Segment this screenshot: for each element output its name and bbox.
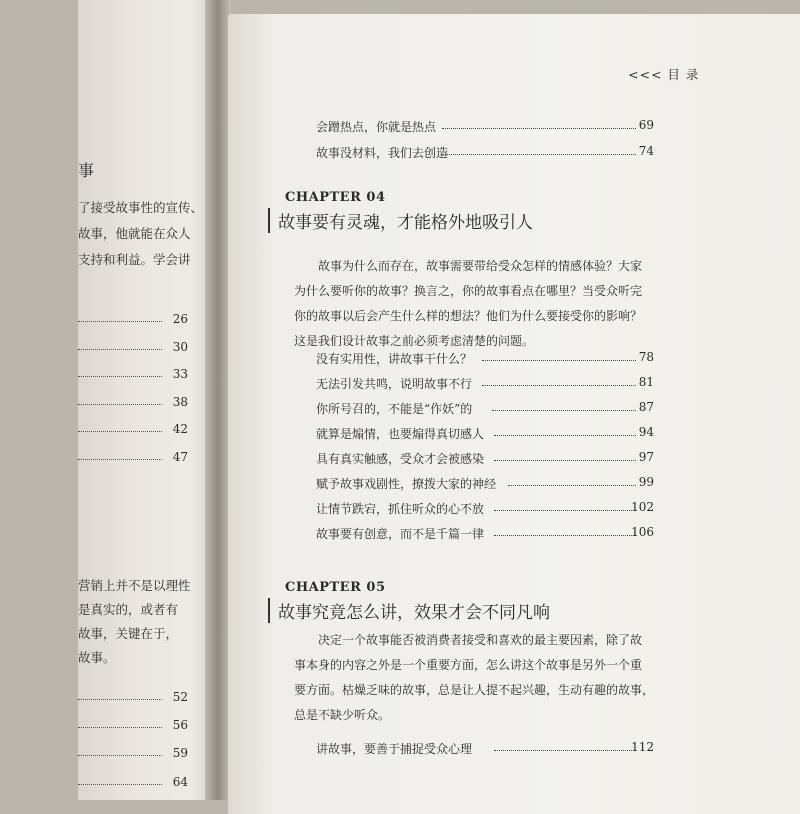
toc-entry-title: 你所号召的，不能是“作妖”的 (316, 402, 473, 416)
toc-entry[interactable] (316, 450, 654, 468)
left-toc-entry[interactable] (78, 775, 188, 791)
page-number: 52 (172, 690, 188, 704)
left-section-line: 是真实的，或者有 (78, 602, 179, 617)
page-number: 33 (172, 367, 188, 381)
left-toc-entry[interactable] (78, 422, 188, 438)
page-number: 42 (172, 422, 188, 436)
page-number: 47 (172, 450, 188, 464)
chapter-intro (294, 628, 654, 728)
page-number: 59 (172, 746, 188, 760)
leader-dots (482, 385, 636, 386)
intro-line: 故事为什么而存在，故事需要带给受众怎样的情感体验？大家 (318, 259, 643, 273)
leader-dots (492, 410, 636, 411)
leader-dots (494, 535, 636, 536)
page-number: 102 (631, 500, 654, 514)
page-number: 64 (172, 775, 188, 789)
left-toc-entry[interactable] (78, 367, 188, 383)
toc-entry-title: 无法引发共鸣，说明故事不行 (316, 377, 473, 391)
left-toc-entry[interactable] (78, 690, 188, 706)
leader-dots (494, 435, 636, 436)
toc-entry-title: 会蹭热点，你就是热点 (316, 120, 437, 134)
toc-entry[interactable] (316, 350, 654, 368)
leader-dots (494, 750, 636, 751)
page-number: 81 (638, 375, 654, 389)
toc-entry-title: 故事没材料，我们去创造 (316, 146, 449, 160)
toc-entry-title: 让情节跌宕，抓住听众的心不放 (316, 502, 485, 516)
toc-entry[interactable] (316, 118, 654, 136)
toc-entry-title: 就算是煽情，也要煽得真切感人 (316, 427, 485, 441)
left-toc-entry[interactable] (78, 746, 188, 762)
left-page-heading: 事 (78, 161, 95, 180)
leader-dots (494, 510, 636, 511)
toc-entry-title: 讲故事，要善于捕捉受众心理 (316, 742, 473, 756)
chapter-label: CHAPTER 05 (285, 580, 386, 595)
intro-line: 要方面。枯燥乏味的故事，总是让人提不起兴趣，生动有趣的故事， (294, 683, 655, 697)
intro-line: 这是我们设计故事之前必须考虑清楚的问题。 (294, 334, 535, 348)
page-number: 87 (638, 400, 654, 414)
toc-entry[interactable] (316, 375, 654, 393)
left-section-line: 故事，关键在于， (78, 626, 179, 641)
page-number: 56 (172, 718, 188, 732)
page-number: 112 (631, 740, 654, 754)
page-number: 69 (638, 118, 654, 132)
right-page (228, 14, 800, 814)
toc-entry[interactable] (316, 425, 654, 443)
left-intro-line: 支持和利益。学会讲 (78, 252, 191, 267)
toc-entry[interactable] (316, 740, 654, 758)
toc-entry-title: 具有真实触感，受众才会被感染 (316, 452, 485, 466)
left-intro-line: 了接受故事性的宣传、 (78, 200, 204, 215)
running-header: <<< 目 录 (628, 67, 700, 82)
toc-entry-title: 赋予故事戏剧性，撩拨大家的神经 (316, 477, 497, 491)
toc-entry[interactable] (316, 475, 654, 493)
toc-entry[interactable] (316, 500, 654, 518)
page-number: 94 (638, 425, 654, 439)
intro-line: 事本身的内容之外是一个重要方面，怎么讲这个故事是另外一个重 (294, 658, 643, 672)
toc-entry-title: 故事要有创意，而不是千篇一律 (316, 527, 485, 541)
intro-line: 为什么要听你的故事？换言之，你的故事看点在哪里？当受众听完 (294, 284, 643, 298)
toc-entry[interactable] (316, 144, 654, 162)
leader-dots (442, 128, 636, 129)
page-number: 38 (172, 395, 188, 409)
chapter-intro (294, 254, 654, 354)
left-toc-entry[interactable] (78, 312, 188, 328)
chapter-title[interactable]: 故事究竟怎么讲，效果才会不同凡响 (268, 598, 550, 623)
leader-dots (482, 360, 636, 361)
leader-dots (442, 154, 636, 155)
page-number: 106 (631, 525, 654, 539)
chapter-label: CHAPTER 04 (285, 190, 386, 205)
left-section-line: 营销上并不是以理性 (78, 578, 191, 593)
page-number: 78 (638, 350, 654, 364)
intro-line: 决定一个故事能否被消费者接受和喜欢的最主要因素，除了故 (318, 633, 643, 647)
intro-line: 总是不缺少听众。 (294, 708, 391, 722)
page-number: 26 (172, 312, 188, 326)
page-number: 30 (172, 340, 188, 354)
left-toc-entry[interactable] (78, 395, 188, 411)
toc-entry[interactable] (316, 400, 654, 418)
intro-line: 你的故事以后会产生什么样的想法？他们为什么要接受你的影响？ (294, 309, 643, 323)
page-number: 74 (638, 144, 654, 158)
leader-dots (508, 485, 636, 486)
left-toc-entry[interactable] (78, 450, 188, 466)
left-toc-entry[interactable] (78, 340, 188, 356)
leader-dots (494, 460, 636, 461)
toc-entry-title: 没有实用性，讲故事干什么？ (316, 352, 473, 366)
left-section-line: 故事。 (78, 650, 116, 665)
page-number: 99 (638, 475, 654, 489)
left-intro-line: 故事，他就能在众人 (78, 226, 191, 241)
left-toc-entry[interactable] (78, 718, 188, 734)
toc-entry[interactable] (316, 525, 654, 543)
page-number: 97 (638, 450, 654, 464)
chapter-title[interactable]: 故事要有灵魂，才能格外地吸引人 (268, 208, 533, 233)
